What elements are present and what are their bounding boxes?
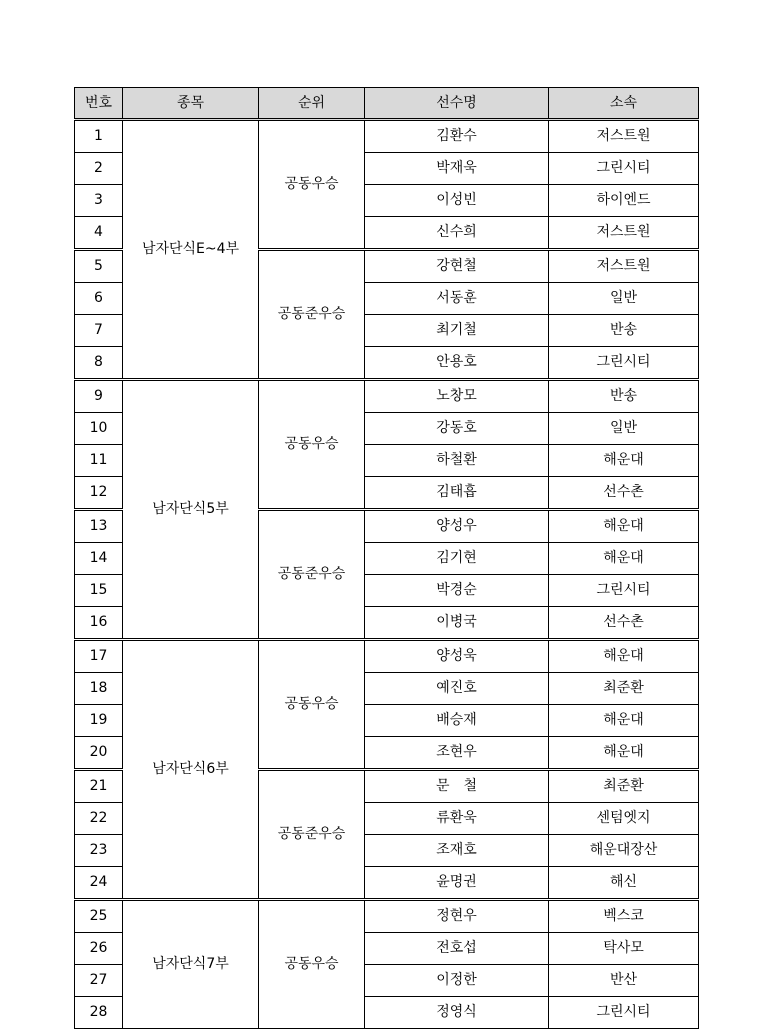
cell-affiliation: 선수촌 [549, 477, 699, 510]
cell-player-name: 윤명권 [365, 867, 549, 900]
cell-affiliation: 해운대 [549, 737, 699, 770]
cell-rank: 공동준우승 [259, 250, 365, 380]
cell-no: 28 [75, 997, 123, 1029]
cell-no: 2 [75, 153, 123, 185]
cell-no: 5 [75, 250, 123, 283]
cell-rank: 공동준우승 [259, 770, 365, 900]
cell-affiliation: 저스트원 [549, 217, 699, 250]
cell-player-name: 서동훈 [365, 283, 549, 315]
cell-no: 9 [75, 380, 123, 413]
cell-player-name: 강현철 [365, 250, 549, 283]
cell-player-name: 이성빈 [365, 185, 549, 217]
cell-event: 남자단식E~4부 [123, 120, 259, 380]
cell-player-name: 정영식 [365, 997, 549, 1029]
cell-no: 1 [75, 120, 123, 153]
cell-player-name: 하철환 [365, 445, 549, 477]
cell-rank: 공동우승 [259, 380, 365, 510]
header-affiliation: 소속 [549, 88, 699, 120]
cell-player-name: 김기현 [365, 543, 549, 575]
cell-player-name: 강동호 [365, 413, 549, 445]
header-name: 선수명 [365, 88, 549, 120]
cell-affiliation: 일반 [549, 283, 699, 315]
cell-affiliation: 해운대 [549, 543, 699, 575]
cell-no: 7 [75, 315, 123, 347]
cell-affiliation: 하이엔드 [549, 185, 699, 217]
cell-player-name: 조재호 [365, 835, 549, 867]
cell-player-name: 배승재 [365, 705, 549, 737]
cell-no: 14 [75, 543, 123, 575]
table-row [75, 380, 699, 413]
cell-player-name: 이병국 [365, 607, 549, 640]
cell-player-name: 예진호 [365, 673, 549, 705]
cell-player-name: 조현우 [365, 737, 549, 770]
cell-player-name: 정현우 [365, 900, 549, 933]
cell-affiliation: 그린시티 [549, 997, 699, 1029]
cell-affiliation: 반산 [549, 965, 699, 997]
cell-player-name: 문 철 [365, 770, 549, 803]
cell-player-name: 양성욱 [365, 640, 549, 673]
cell-affiliation: 해운대장산 [549, 835, 699, 867]
cell-no: 18 [75, 673, 123, 705]
cell-no: 4 [75, 217, 123, 250]
table-row [75, 640, 699, 673]
cell-no: 20 [75, 737, 123, 770]
cell-player-name: 박재욱 [365, 153, 549, 185]
cell-player-name: 노창모 [365, 380, 549, 413]
cell-player-name: 안용호 [365, 347, 549, 380]
cell-affiliation: 그린시티 [549, 575, 699, 607]
table-body [75, 120, 699, 1029]
cell-event: 남자단식6부 [123, 640, 259, 900]
header-event: 종목 [123, 88, 259, 120]
cell-rank: 공동우승 [259, 900, 365, 1029]
cell-player-name: 신수희 [365, 217, 549, 250]
cell-player-name: 류환욱 [365, 803, 549, 835]
cell-affiliation: 저스트원 [549, 120, 699, 153]
cell-affiliation: 해운대 [549, 640, 699, 673]
cell-no: 19 [75, 705, 123, 737]
cell-affiliation: 저스트원 [549, 250, 699, 283]
cell-player-name: 양성우 [365, 510, 549, 543]
cell-rank: 공동준우승 [259, 510, 365, 640]
table-header [75, 88, 699, 120]
cell-no: 8 [75, 347, 123, 380]
cell-affiliation: 그린시티 [549, 153, 699, 185]
cell-player-name: 이정한 [365, 965, 549, 997]
table-row [75, 120, 699, 153]
cell-no: 24 [75, 867, 123, 900]
cell-player-name: 김태흡 [365, 477, 549, 510]
cell-no: 12 [75, 477, 123, 510]
cell-no: 3 [75, 185, 123, 217]
cell-no: 6 [75, 283, 123, 315]
cell-no: 17 [75, 640, 123, 673]
cell-affiliation: 해운대 [549, 705, 699, 737]
cell-affiliation: 반송 [549, 380, 699, 413]
cell-no: 25 [75, 900, 123, 933]
cell-no: 16 [75, 607, 123, 640]
cell-affiliation: 벡스코 [549, 900, 699, 933]
cell-no: 21 [75, 770, 123, 803]
header-no: 번호 [75, 88, 123, 120]
cell-no: 13 [75, 510, 123, 543]
cell-no: 23 [75, 835, 123, 867]
cell-player-name: 최기철 [365, 315, 549, 347]
header-row [75, 88, 699, 120]
cell-rank: 공동우승 [259, 120, 365, 250]
cell-affiliation: 선수촌 [549, 607, 699, 640]
cell-player-name: 김환수 [365, 120, 549, 153]
cell-affiliation: 일반 [549, 413, 699, 445]
cell-event: 남자단식5부 [123, 380, 259, 640]
cell-no: 27 [75, 965, 123, 997]
cell-affiliation: 해운대 [549, 510, 699, 543]
cell-affiliation: 탁사모 [549, 933, 699, 965]
cell-no: 15 [75, 575, 123, 607]
cell-affiliation: 그린시티 [549, 347, 699, 380]
cell-player-name: 전호섭 [365, 933, 549, 965]
cell-no: 11 [75, 445, 123, 477]
cell-event: 남자단식7부 [123, 900, 259, 1029]
results-table [74, 87, 699, 1029]
header-rank: 순위 [259, 88, 365, 120]
cell-affiliation: 해신 [549, 867, 699, 900]
cell-affiliation: 최준환 [549, 673, 699, 705]
cell-no: 22 [75, 803, 123, 835]
cell-no: 10 [75, 413, 123, 445]
cell-affiliation: 센텀엣지 [549, 803, 699, 835]
cell-no: 26 [75, 933, 123, 965]
cell-rank: 공동우승 [259, 640, 365, 770]
cell-player-name: 박경순 [365, 575, 549, 607]
cell-affiliation: 해운대 [549, 445, 699, 477]
cell-affiliation: 최준환 [549, 770, 699, 803]
table-row [75, 900, 699, 933]
cell-affiliation: 반송 [549, 315, 699, 347]
